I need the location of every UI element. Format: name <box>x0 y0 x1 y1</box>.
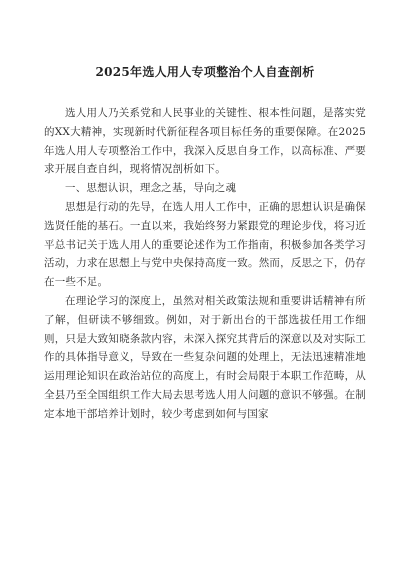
intro-paragraph: 选人用人乃关系党和人民事业的关键性、根本性问题，是落实党的XX大精神，实现新时代新征程各项目标任务的重要保障。在2025年选人用人专项整治工作中，我深入反思自身工作，以高标准、严要求开展自查自纠，现将情况剖析如下。 <box>44 107 366 176</box>
section-heading-1: 一、思想认识，理念之基，导向之魂 <box>65 182 237 195</box>
body-paragraph-2: 在理论学习的深度上，虽然对相关政策法规和重要讲话精神有所了解，但研读不够细致。例如，对于新出台的干部选拔任用工作细则，只是大致知晓条款内容，未深入探究其背后的深意以及对实际工作的具体指导意义，导致在一些复杂问题的处理上，无法迅速精准地运用理论知识在政治站位的高度上，有时会局限于本职工作范畴，从全县乃至全国组织工作大局去思考选人用人问题的意识不够强。在制定本地干部培养计划时，较少考虑到如何与国家 <box>44 294 366 420</box>
document-title: 2025年选人用人专项整治个人自查剖析 <box>95 65 315 79</box>
body-paragraph-1: 思想是行动的先导，在选人用人工作中，正确的思想认识是确保选贤任能的基石。一直以来，我始终努力紧跟党的理论步伐，将习近平总书记关于选人用人的重要论述作为工作指南，积极参加各类学习活动，力求在思想上与党中央保持高度一致。然而，反思之下，仍存在一些不足。 <box>44 200 366 289</box>
